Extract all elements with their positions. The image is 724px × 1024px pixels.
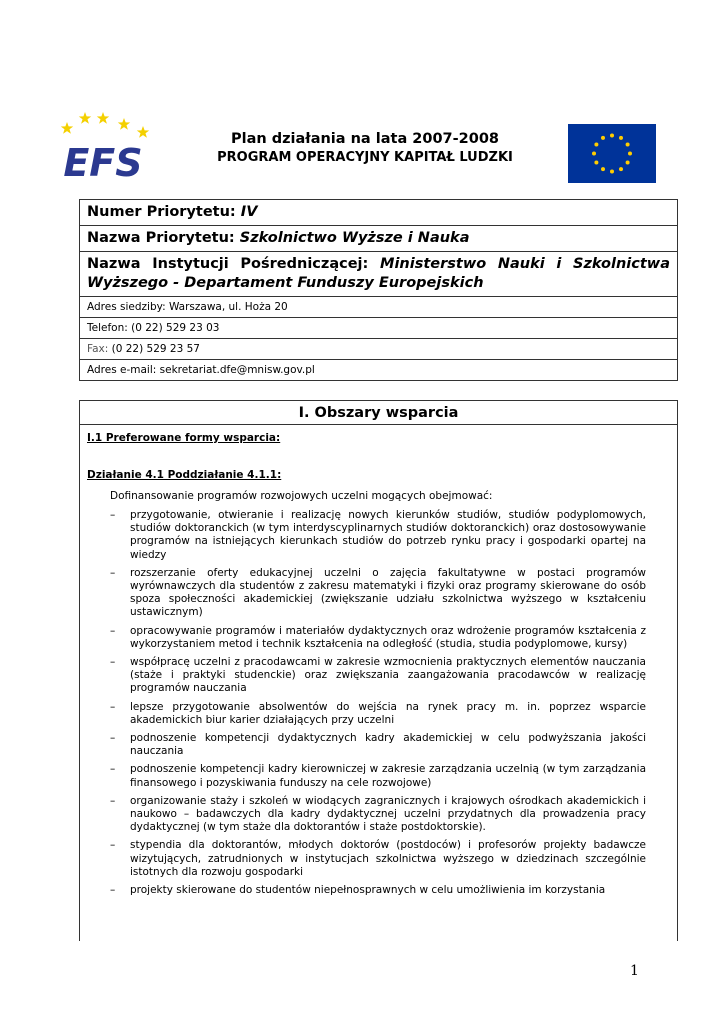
address-row: Adres siedziby: Warszawa, ul. Hoża 20 [80, 297, 678, 318]
list-item: – lepsze przygotowanie absolwentów do wejścia na rynek pracy m. in. poprzez wsparcie akademickich biur karier działających przy uczelni [110, 700, 646, 726]
svg-text:EFS: EFS [63, 141, 143, 180]
list-item: – podnoszenie kompetencji kadry kierowniczej w zakresie zarządzania uczelnią (w tym zarządzania finansowego i pozyskiwania funduszy na cele rozwojowe) [110, 763, 646, 789]
support-areas-section [79, 400, 678, 941]
preferred-forms-heading: I.1 Preferowane formy wsparcia: [87, 432, 281, 444]
document-header [170, 130, 560, 167]
measure-heading: Działanie 4.1 Poddziałanie 4.1.1: [87, 469, 282, 481]
institution-row: Nazwa Instytucji Pośredniczącej: Ministerstwo Nauki i Szkolnictwa Wyższego - Departament Funduszy Europejskich [80, 252, 678, 297]
phone-row: Telefon: (0 22) 529 23 03 [80, 318, 678, 339]
list-item: – opracowywanie programów i materiałów dydaktycznych oraz wdrożenie programów kształcenia z wykorzystaniem metod i technik kształcenia na odległość (studia, studia podyplomowe, kursy) [110, 624, 646, 650]
list-item: – organizowanie staży i szkoleń w wiodących zagranicznych i krajowych ośrodkach akademickich i naukowo – badawczych dla kadry dydaktycznej uczelni przydatnych dla prowadzenia pracy dydaktycznej (w tym staże dla doktorantów i staże postdoktorskie). [110, 794, 646, 834]
support-list [80, 509, 677, 902]
program-title: PROGRAM OPERACYJNY KAPITAŁ LUDZKI [217, 150, 513, 165]
eu-flag-icon [568, 124, 656, 183]
fax-row: Fax: (0 22) 529 23 57 [80, 339, 678, 360]
priority-info-table [79, 199, 678, 381]
efs-logo [55, 112, 151, 180]
list-item: – rozszerzanie oferty edukacyjnej uczelni o zajęcia fakultatywne w postaci programów wyrównawczych dla studentów z zakresu matematyki i fizyki oraz programy skierowane do osób spoza społeczności akademickiej (zwiększanie udziału szkolnictwa wyższego w kształceniu ustawicznym) [110, 566, 646, 619]
list-item: – podnoszenie kompetencji dydaktycznych kadry akademickiej w celu podwyższania jakości nauczania [110, 732, 646, 758]
list-item: – współpracę uczelni z pracodawcami w zakresie wzmocnienia praktycznych elementów nauczania (staże i praktyki studenckie) oraz zwiększania zaangażowania pracodawców w realizację programów nauczania [110, 656, 646, 695]
intro-text: Dofinansowanie programów rozwojowych uczelni mogących obejmować: [110, 490, 493, 502]
list-item: – przygotowanie, otwieranie i realizację nowych kierunków studiów, studiów podyplomowych, studiów doktoranckich (w tym interdyscyplinarnych studiów doktoranckich) oraz dostosowywanie programów na istniejących kierunkach studiów do potrzeb rynku pracy i gospodarki opartej na wiedzy [110, 509, 646, 561]
list-item: – stypendia dla doktorantów, młodych doktorów (postdoców) i profesorów projekty badawcze wizytujących, zatrudnionych w instytucjach szkolnictwa wyższego w dziedzinach szczególnie istotnych dla rozwoju gospodarki [110, 839, 646, 878]
priority-number-row: Numer Priorytetu: IV [80, 200, 678, 226]
email-row: Adres e-mail: sekretariat.dfe@mnisw.gov.pl [80, 360, 678, 381]
list-item: – projekty skierowane do studentów niepełnosprawnych w celu umożliwienia im korzystania [110, 884, 606, 897]
priority-name-row: Nazwa Priorytetu: Szkolnictwo Wyższe i Nauka [80, 226, 678, 252]
plan-title: Plan działania na lata 2007-2008 [230, 131, 500, 147]
page-number: 1 [630, 963, 639, 979]
section-title: I. Obszary wsparcia [80, 401, 677, 425]
